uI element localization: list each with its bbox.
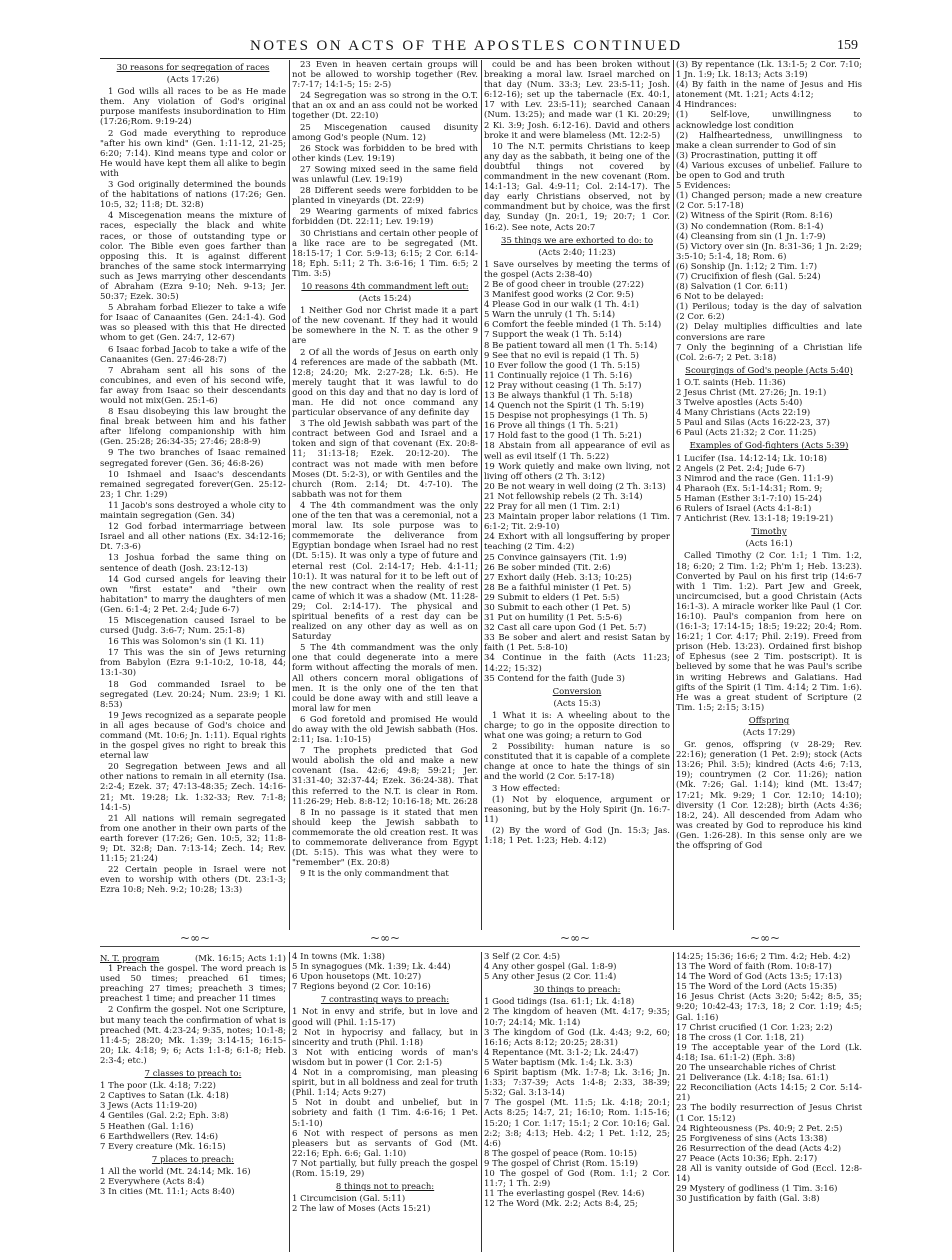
- column-divider: [289, 60, 290, 930]
- item-list: [676, 378, 862, 439]
- list-item: 15 Despise not prophesyings (1 Th. 5): [484, 411, 648, 422]
- list-item: (8) Salvation (1 Cor. 6:11): [676, 282, 788, 293]
- list-item: 13 Be always thankful (1 Th. 5:18): [484, 391, 633, 401]
- list-item: 11 The everlasting gospel (Rev. 14:6): [484, 1189, 645, 1200]
- list-item: (7) Crucifixion of flesh (Gal. 5:24): [676, 271, 821, 282]
- paragraph-list: [292, 60, 478, 279]
- flourish-icon: ~∞~: [749, 931, 781, 945]
- paragraph: 25 Miscegenation caused disunity among God's people (Num. 12): [292, 122, 478, 143]
- list-item: 22 Pray for all men (1 Tim. 2:1): [484, 502, 620, 513]
- paragraph: (2) By the word of God (Jn. 15:3; Jas. 1:18; 1 Pet. 1:23; Heb. 4:12): [484, 825, 670, 847]
- section-reference: (Acts 2:40; 11:23): [538, 247, 616, 258]
- timothy-paragraph: Called Timothy (2 Cor. 1:1; 1 Tim. 1:2, 18; 6:20; 2 Tim. 1:2; Ph'm 1; Heb. 13:23). Converted by Paul on his first trip (14:6-7 with 1 Tim. 1:2). Part Jew and Greek, uncircumcised, but a good Christain (Acts 16:1-3). A miracle worker like Paul (1 Cor. 16:10). Paul's companion from here on (16:1-3; 17:14-15; 18:5; 19:22; 20:4; Rom. 16:21; 1 Cor. 4:17; Phil. 2:19). Freed from prison (Heb. 13:23). Ordained first bishop of Ephesus (see 2 Tim. postscript). It is believed by some that he was Paul's scribe in writing Hebrews and Galatians. Had gifts of the Spirit (1 Tim. 4:14; 2 Tim. 1:6). He was a great student of Scripture (2 Tim. 1:5; 2:15; 3:15): [676, 551, 862, 713]
- list-item: 7 Regions beyond (2 Cor. 10:16): [292, 982, 431, 993]
- item-list: [676, 952, 862, 1204]
- list-item: (2) Witness of the Spirit (Rom. 8:16): [676, 211, 833, 222]
- paragraph: 8 Esau disobeying this law brought the final break between him and his father after lifelong companionship with him (Gen. 25:28; 26:34-35; 27:46; 28:8-9): [100, 407, 286, 448]
- paragraph: 10 The N.T. permits Christians to keep any day as the sabbath, it being one of the doubtful things not covered by commandment in the new covenant (Rom. 14:1-13; Gal. 4:9-11; Col. 2:14-17). The day early Christians observed, not by commandment but by choice, was the first day, Sunday (Jn. 20:1, 19; 20:7; 1 Cor. 16:2). See note, Acts 20:7: [484, 141, 670, 233]
- top-column-2: [292, 60, 478, 930]
- list-item: 18 Abstain from all appearance of evil as well as evil itself (1 Th. 5:22): [484, 441, 670, 462]
- list-item: 5 Haman (Esther 3:1-7:10) 15-24): [676, 493, 822, 504]
- list-item: 1 Not in envy and strife, but in love and good will (Phil. 1:15-17): [292, 1007, 478, 1028]
- list-item: 29 Mystery of godliness (1 Tim. 3:16): [676, 1184, 838, 1195]
- list-item: 7 Antichrist (Rev. 13:1-18; 19:19-21): [676, 514, 834, 525]
- column-divider: [289, 952, 290, 1252]
- paragraph: 20 Segregation between Jews and all other nations to remain in all eternity (Isa. 2:2-4; Ezek. 37; 47:13-48:35; Zech. 14:16-21; Mt. 19:28; Lk. 1:32-33; Rev. 7:1-8; 14:1-5): [100, 762, 286, 813]
- offspring-paragraph: Gr. genos, offspring (v 28-29; Rev. 22:16); generation (1 Pet. 2:9); stock (Acts 13:26; Phil. 3:5); kindred (Acts 4:6; 7:13, 19); countrymen (2 Cor. 11:26); nation (Mk. 7:26; Gal. 1:14); kind (Mt. 13:47; 17:21; Mk. 9:29; 1 Cor. 12:10; 14:10); diversity (1 Cor. 12:28); birth (Acts 4:36; 18:2, 24). All descended from Adam who was created by God to reproduce his kind (Gen. 1:26-28). In this sense only are we the offspring of God: [676, 740, 862, 852]
- list-item: 3 Jews (Acts 11:19-20): [100, 1101, 198, 1112]
- paragraph: 2 Confirm the gospel. Not one Scripture, but many teach the confirmation of what is preached (Mt. 4:23-24; 9:35, notes; 10:1-8; 11:4-5; 28:20; Mk. 1:39; 3:14-15; 16:15-20; Lk. 4:18; 9; 6; Acts 1:1-8; 6:1-8; Heb. 2:3-4; etc.): [100, 1005, 286, 1066]
- section-heading: Offspring: [748, 715, 790, 726]
- list-item: (5) Victory over sin (Jn. 8:31-36; 1 Jn. 2:29; 3:5-10; 5:1-4, 18; Rom. 6): [676, 241, 862, 262]
- paragraph: 3 The old Jewish sabbath was part of the contract between God and Israel and a token and sign of that covenant (Ex. 20:8-11; 31:13-18; Ezek. 20:12-20). The contract was not made with men before Moses (Dt. 5:2-3), or with Gentiles and the church (Rom. 2:14; Dt. 4:7-10). The sabbath was not for them: [292, 419, 478, 500]
- list-item: 25 Forgiveness of sins (Acts 13:38): [676, 1133, 828, 1144]
- section-heading: Examples of God-fighters (Acts 5:39): [689, 441, 849, 452]
- list-item: 8 The gospel of peace (Rom. 10:15): [484, 1148, 637, 1159]
- section-reference: (Acts 17:26): [166, 75, 220, 86]
- paragraph: 30 Christians and certain other people of a like race are to be segregated (Mt. 18:15-17; 1 Cor. 5:9-13; 6:15; 2 Cor. 6:14-18; Eph. 5:11; 2 Th. 3:6-16; 1 Tim. 6:5; 2 Tim. 3:5): [292, 228, 478, 279]
- list-item: (1) Changed person; made a new creature (2 Cor. 5:17-18): [676, 191, 862, 212]
- list-item: 9 The gospel of Christ (Rom. 15:19): [484, 1158, 639, 1169]
- paragraph: 6 God foretold and promised He would do away with the old Jewish sabbath (Hos. 2:11; Isa. 1:10-15): [292, 714, 478, 746]
- list-item: (4) Cleansing from sin (1 Jn. 1:7-9): [676, 231, 826, 242]
- list-item: (4) By faith in the name of Jesus and His atonement (Mt. 1:21; Acts 4:12;: [676, 80, 862, 101]
- paragraph-list: [484, 711, 670, 846]
- list-item: 15 The Word of the Lord (Acts 15:35): [676, 982, 837, 993]
- bottom-column-1: [100, 952, 286, 1252]
- list-item: 29 Submit to elders (1 Pet. 5:5): [484, 592, 620, 603]
- list-item: 11 Continually rejoice (1 Th. 5:16): [484, 370, 633, 381]
- column-divider: [673, 952, 674, 1252]
- list-item: 30 Submit to each other (1 Pet. 5): [484, 602, 631, 613]
- list-item: 1 All the world (Mt. 24:14; Mk. 16): [100, 1166, 251, 1177]
- list-item: 5 Evidences:: [676, 181, 731, 192]
- paragraph: 2 Possibility: human nature is so constituted that it is capable of a complete change at once to hate the things of sin and the world (2 Cor. 5:17-18): [484, 742, 670, 783]
- section-heading: 8 things not to preach:: [335, 1182, 435, 1193]
- list-item: 5 Warn the unruly (1 Th. 5:14): [484, 310, 616, 321]
- section-reference: (Acts 16:1): [745, 539, 793, 550]
- item-list: [292, 1194, 478, 1214]
- list-item: (4) Various excuses of unbelief. Failure to be open to God and truth: [676, 160, 862, 182]
- paragraph: 26 Stock was forbidden to be bred with other kinds (Lev. 19:19): [292, 143, 478, 164]
- list-item: 7 The gospel (Mt. 11:5; Lk. 4:18; 20:1; Acts 8:25; 14:7, 21; 16:10; Rom. 1:15-16; 15:20; 1 Cor. 1:17; 15:1; 2 Cor. 10:16; Gal. 2:2; 3:8; 4:13; Heb. 4:2; 1 Pet. 1:12, 25; 4:6): [484, 1098, 670, 1149]
- list-item: (3) By repentance (Lk. 13:1-5; 2 Cor. 7:10; 1 Jn. 1:9; Lk. 18:13; Acts 3:19): [676, 60, 862, 81]
- list-item: 1 Good tidings (Isa. 61:1; Lk. 4:18): [484, 997, 635, 1008]
- section-reference: (Acts 15:3): [553, 698, 601, 709]
- paragraph: 14 God cursed angels for leaving their own "first estate" and "their own habitation" to marry the daughters of men (Gen. 6:1-4; 2 Pet. 2:4; Jude 6-7): [100, 574, 286, 615]
- list-item: 21 Deliverance (Lk. 4:18; Isa. 61:1): [676, 1073, 829, 1084]
- list-item: 2 Captives to Satan (Lk. 4:18): [100, 1091, 229, 1102]
- section-heading: 7 classes to preach to:: [144, 1069, 242, 1080]
- section-heading: 30 reasons for segregation of races: [116, 63, 270, 73]
- paragraph: 22 Certain people in Israel were not even to worship with others (Dt. 23:1-3; Ezra 10:8; Neh. 9:2; 10:28; 13:3): [100, 865, 286, 896]
- item-list: [484, 952, 670, 982]
- list-item: 6 Upon housetops (Mt. 10:27): [292, 972, 422, 983]
- paragraph: 27 Sowing mixed seed in the same field was unlawful (Lev. 19:19): [292, 164, 478, 186]
- page-number: 159: [837, 38, 858, 53]
- paragraph: 7 The prophets predicted that God would abolish the old and make a new covenant (Isa. 42:6; 49:8; 59:21; Jer. 31:31-40; 32:37-44; Ezek. 36:24-38). That this referred to the N.T. is clear in Rom. 11:26-29; Heb. 8:8-12; 10:16-18; Mt. 26:28: [292, 746, 478, 807]
- bottom-column-3: [484, 952, 670, 1252]
- item-list: [484, 997, 670, 1209]
- list-item: 26 Be sober minded (Tit. 2:6): [484, 562, 611, 573]
- list-item: 7 Only the beginning of a Christian life (Col. 2:6-7; 2 Pet. 3:18): [676, 342, 862, 363]
- list-item: 7 Support the weak (1 Th. 5:14): [484, 330, 622, 341]
- list-item: 24 Righteousness (Ps. 40:9; 2 Pet. 2:5): [676, 1123, 843, 1134]
- section-reference: (Acts 17:29): [742, 728, 796, 738]
- list-item: 3 Nimrod and the race (Gen. 11:1-9): [676, 473, 834, 484]
- list-item: (6) Sonship (Jn. 1:12; 2 Tim. 1:7): [676, 261, 818, 272]
- list-item: 7 Every creature (Mk. 16:15): [100, 1141, 226, 1152]
- column-divider: [481, 952, 482, 1252]
- list-item: 35 Contend for the faith (Jude 3): [484, 673, 625, 684]
- list-item: 28 All is vanity outside of God (Eccl. 12:8-14): [676, 1163, 862, 1185]
- paragraph: 9 It is the only commandment that: [300, 869, 449, 880]
- list-item: 5 In synagogues (Mk. 1:39; Lk. 4:44): [292, 962, 451, 973]
- section-heading: 7 contrasting ways to preach:: [320, 995, 450, 1006]
- paragraph: 1 God wills all races to be as He made them. Any violation of God's original purpose manifests insubordination to Him (17:26;Rom. 9:19-24): [100, 87, 286, 128]
- list-item: 20 Be not weary in well doing (2 Th. 3:13): [484, 481, 666, 492]
- paragraph: 3 How effected:: [492, 783, 561, 794]
- list-item: 2 Jesus Christ (Mt. 27:26; Jn. 19:1): [676, 388, 827, 398]
- list-item: 6 Paul (Acts 21:32; 2 Cor. 11:25): [676, 428, 817, 439]
- paragraph-list: [100, 87, 286, 895]
- paragraph: 29 Wearing garments of mixed fabrics forbidden (Dt. 22:11; Lev. 19:19): [292, 207, 478, 228]
- paragraph: 13 Joshua forbad the same thing on sentence of death (Josh. 23:12-13): [100, 553, 286, 574]
- list-item: 1 Save ourselves by meeting the terms of the gospel (Acts 2:38-40): [484, 259, 670, 280]
- list-item: 6 Earthdwellers (Rev. 14:6): [100, 1131, 219, 1142]
- list-item: 26 Resurrection of the dead (Acts 4:2): [676, 1143, 842, 1154]
- paragraph: (1) Not by eloquence, argument or reasoning, but by the Holy Spirit (Jn. 16:7-11): [484, 794, 670, 825]
- top-column-1: [100, 60, 286, 930]
- list-item: 5 Not in doubt and unbelief, but in sobriety and faith (1 Tim. 4:6-16; 1 Pet. 5:1-10): [292, 1098, 478, 1129]
- list-item: 6 Rulers of Israel (Acts 4:1-8:1): [676, 504, 812, 515]
- list-item: 2 Not in hypocrisy and fallacy, but in sincerity and truth (Phil. 1:18): [292, 1027, 478, 1048]
- list-item: 30 Justification by faith (Gal. 3:8): [676, 1194, 820, 1205]
- section-heading: 30 things to preach:: [533, 985, 621, 996]
- list-item: 28 Be a faithful minister (1 Pet. 5): [484, 582, 632, 593]
- list-item: 9 See that no evil is repaid (1 Th. 5): [484, 350, 639, 361]
- list-item: 27 Peace (Acts 10:36; Eph. 2:17): [676, 1153, 818, 1164]
- top-column-4: [676, 60, 862, 930]
- ornament-divider: [100, 930, 860, 947]
- list-item: 3 In cities (Mt. 11:1; Acts 8:40): [100, 1187, 235, 1198]
- list-item: 3 Twelve apostles (Acts 5:40): [676, 398, 803, 409]
- paragraph: 15 Miscegenation caused Israel to be cursed (Judg. 3:6-7; Num. 25:1-8): [100, 615, 286, 637]
- paragraph: 4 The 4th commandment was the only one of the ten that was a ceremonial, not a moral law. Its sole purpose was to commemorate the deliverance from Egyptian bondage when Israel had no rest (Dt. 5:15). It was only a type of future and eternal rest (Col. 2:14-17; Heb. 4:1-11; 10:1). It was natural for it to be left out of the new contract when the reality of rest came of which it was a shadow (Mt. 11:28-29; Col. 2:14-17). The physical and spiritual benefits of a rest day can be realized on any other day as well as on Saturday: [292, 500, 478, 643]
- list-item: 27 Exhort daily (Heb. 3:13; 10:25): [484, 572, 632, 583]
- paragraph-list: [292, 306, 478, 879]
- paragraph: 10 Ishmael and Isaac's descendants remained segregated forever(Gen. 25:12-23; 1 Chr. 1:29): [100, 469, 286, 500]
- list-item: 31 Put on humility (1 Pet. 5:5-6): [484, 613, 623, 624]
- list-item: 10 The gospel of God (Rom. 1:1; 2 Cor. 11:7; 1 Th. 2:9): [484, 1168, 670, 1190]
- list-item: 6 Not with respect of persons as men pleasers but as servants of God (Mt. 22:16; Eph. 6:6; Gal. 1:10): [292, 1128, 478, 1159]
- list-item: 4 Not in a compromising, man pleasing spirit, but in all boldness and zeal for truth (Phil. 1:14; Acts 9:27): [292, 1068, 478, 1099]
- list-item: 7 Not partially, but fully preach the gospel (Rom. 15:19, 29): [292, 1158, 478, 1179]
- list-item: 3 Not with enticing words of man's wisdom but in power (1 Cor. 2:1-5): [292, 1047, 478, 1068]
- list-item: 12 Pray without ceasing (1 Th. 5:17): [484, 380, 642, 391]
- item-list: [292, 952, 478, 992]
- list-item: 4 Many Christians (Acts 22:19): [676, 408, 811, 419]
- item-list: [676, 454, 862, 525]
- list-item: 4 In towns (Mk. 1:38): [292, 952, 385, 962]
- section-reference: (Mk. 16:15; Acts 1:1): [194, 954, 286, 964]
- flourish-icon: ~∞~: [179, 931, 211, 945]
- section-heading: 10 reasons 4th commandment left out:: [301, 281, 469, 292]
- list-item: 1 O.T. saints (Heb. 11:36): [676, 377, 786, 388]
- paragraph-list: [484, 60, 670, 233]
- list-item: 2 The law of Moses (Acts 15:21): [292, 1204, 431, 1215]
- list-item: 23 Maintain proper labor relations (1 Tim. 6:1-2; Tit. 2:9-10): [484, 512, 670, 533]
- list-item: 12 The Word (Mk. 2:2; Acts 8:4, 25;: [484, 1199, 638, 1210]
- paragraph: 5 The 4th commandment was the only one that could degenerate into a mere form without affecting the morals of men. All others concern moral obligations of men. It is the only one of the ten that could be done away with and still leave a moral law for men: [292, 643, 478, 714]
- section-heading: Scourgings of God's people (Acts 5:40): [685, 365, 853, 376]
- list-item: 17 Hold fast to the good (1 Th. 5:21): [484, 431, 642, 442]
- list-item: 19 Work quietly and make own living, not living off others (2 Th. 3:12): [484, 461, 670, 482]
- paragraph: 5 Abraham forbad Eliezer to take a wife for Isaac of Canaanites (Gen. 24:1-4). God was so pleased with this that He directed whom to get (Gen. 24:7, 12-67): [100, 303, 286, 344]
- paragraph: 8 In no passage is it stated that men should keep the Jewish sabbath to commemorate the old creation rest. It was to commemorate deliverance from Egypt (Dt. 5:15). This was what they were to "remember" (Ex. 20:8): [292, 807, 478, 869]
- list-item: 23 The bodily resurrection of Jesus Christ (1 Cor. 15:12): [676, 1103, 862, 1124]
- paragraph: 17 This was the sin of Jews returning from Babylon (Ezra 9:1-10:2, 10-18, 44; 13:1-30): [100, 648, 286, 679]
- list-item: 14 The Word of God (Acts 13:5; 17:13): [676, 972, 843, 983]
- section-heading: 35 things we are exhorted to do: to: [501, 235, 653, 246]
- list-item: 10 Ever follow the good (1 Th. 5:15): [484, 360, 640, 371]
- list-item: 2 Be of good cheer in trouble (27:22): [484, 279, 644, 290]
- paragraph: 1 Preach the gospel. The word preach is used 50 times; preached 61 times; preaching 27 times; preacheth 3 times; preachest 1 time; and preacher 11 times: [100, 964, 286, 1005]
- paragraph: 11 Jacob's sons destroyed a whole city to maintain segregation (Gen. 34): [100, 500, 286, 522]
- item-list: [100, 1081, 286, 1152]
- list-item: (1) Self-love, unwillingness to acknowledge lost condition: [676, 110, 862, 131]
- list-item: 2 The kingdom of heaven (Mt. 4:17; 9:35; 10:7; 24:14; Mk. 1:14): [484, 1007, 670, 1028]
- list-item: 4 Pharaoh (Ex. 5:1-14:31; Rom. 9;: [676, 483, 823, 494]
- section-heading-row: [100, 954, 286, 964]
- paragraph: 24 Segregation was so strong in the O.T. that an ox and an ass could not be worked together (Dt. 22:10): [292, 91, 478, 122]
- flourish-icon: ~∞~: [559, 931, 591, 945]
- paragraph: 21 All nations will remain segregated from one another in their own parts of the earth forever (17:26; Gen. 10:5, 32; 11:8-9; Dt. 32:8; Dan. 7:13-14; Zech. 14; Rev. 11:15; 21:24): [100, 813, 286, 865]
- column-divider: [673, 60, 674, 930]
- bottom-column-4: [676, 952, 862, 1252]
- list-item: 24 Exhort with all longsuffering by proper teaching (2 Tim. 4:2): [484, 532, 670, 553]
- page-header: [100, 38, 860, 59]
- paragraph: 7 Abraham sent all his sons of the concubines, and even of his second wife, far away from Isaac so their descendants would not mix(Gen. 25:1-6): [100, 365, 286, 406]
- list-item: (2) Halfheartedness, unwillingness to make a clean surrender to God of sin: [676, 130, 862, 151]
- paragraph: 2 Of all the words of Jesus on earth only 4 references are made of the sabbath (Mt. 12:8; 24:20; Mk. 2:27-28; Lk. 6:5). He merely taught that it was lawful to do good on this day and that no day is lord of man. He did not once command any particular observance of any definite day: [292, 347, 478, 419]
- flourish-icon: ~∞~: [369, 931, 401, 945]
- paragraph: 12 God forbad intermarriage between Israel and all other nations (Ex. 34:12-16; Dt. 7:3-6): [100, 522, 286, 553]
- list-item: 2 Everywhere (Acts 8:4): [100, 1176, 205, 1187]
- list-item: 21 Not fellowship rebels (2 Th. 3:14): [484, 491, 643, 502]
- list-item: 1 The poor (Lk. 4:18; 7:22): [100, 1081, 216, 1092]
- bottom-column-2: [292, 952, 478, 1252]
- running-title: NOTES ON ACTS OF THE APOSTLES CONTINUED: [250, 38, 683, 54]
- list-item: 6 Spirit baptism (Mk. 1:7-8; Lk. 3:16; Jn. 1:33; 7:37-39; Acts 1:4-8; 2:33, 38-39; 5:32; Gal. 3:13-14): [484, 1068, 670, 1099]
- paragraph: 28 Different seeds were forbidden to be planted in vineyards (Dt. 22:9): [292, 186, 478, 207]
- section-heading: Conversion: [552, 686, 602, 697]
- section-heading: N. T. program: [100, 954, 160, 964]
- list-item: 4 Hindrances:: [676, 100, 737, 111]
- list-item: 13 The Word of faith (Rom. 10:8-17): [676, 962, 832, 973]
- list-item: 16 Prove all things (1 Th. 5:21): [484, 421, 619, 432]
- list-item: 32 Cast all care upon God (1 Pet. 5:7): [484, 623, 647, 634]
- paragraph: 9 The two branches of Isaac remained segregated forever (Gen. 36; 46:8-26): [100, 448, 286, 469]
- list-item: 5 Any other Jesus (2 Cor. 11:4): [484, 972, 617, 983]
- item-list: [292, 1007, 478, 1179]
- paragraph: could be and has been broken without breaking a moral law. Israel marched on that day (Num. 33:3; Lev. 23:5-11; Josh. 6:12-16); set up the tabernacle (Ex. 40:1, 17 with Lev. 23:5-11); searched Canaan (Num. 13:25); and made war (1 Ki. 20:29; 2 Ki. 3:9; Josh. 6:12-16). David and others broke it and were blameless (Mt. 12:2-5): [484, 60, 670, 141]
- list-item: (3) Procrastination, putting it off: [676, 150, 817, 161]
- list-item: 14:25; 15:36; 16:6; 2 Tim. 4:2; Heb. 4:2): [676, 952, 851, 962]
- paragraph: 1 Neither God nor Christ made it a part of the new covenant. If they had it would be somewhere in the N. T. as the other 9 are: [292, 306, 478, 347]
- column-divider: [481, 60, 482, 930]
- paragraph-list: [100, 964, 286, 1066]
- list-item: 16 Jesus Christ (Acts 3:20; 5:42; 8:5, 35; 9:20; 10:42-43; 17:3, 18; 2 Cor. 1:19; 4:5; Gal. 1:16): [676, 992, 862, 1023]
- paragraph: 18 God commanded Israel to be segregated (Lev. 20:24; Num. 23:9; 1 Ki. 8:53): [100, 679, 286, 710]
- list-item: 25 Convince gainsayers (Tit. 1:9): [484, 552, 627, 563]
- list-item: 3 Manifest good works (2 Cor. 9:5): [484, 290, 634, 301]
- list-item: 6 Not to be delayed:: [676, 292, 764, 303]
- list-item: (3) No condemnation (Rom. 8:1-4): [676, 221, 824, 232]
- list-item: 6 Comfort the feeble minded (1 Th. 5:14): [484, 320, 662, 331]
- item-list: [100, 1167, 286, 1197]
- list-item: 4 Please God in our walk (1 Th. 4:1): [484, 300, 639, 311]
- paragraph: 2 God made everything to reproduce "after his own kind" (Gen. 1:11-12, 21-25; 6:20; 7:14). Kind means type and color or He would have kept them all alike to begin with: [100, 128, 286, 179]
- paragraph: 16 This was Solomon's sin (1 Ki. 11): [108, 637, 264, 648]
- paragraph: 4 Miscegenation means the mixture of races, especially the black and white races, or those of outstanding type or color. The Bible even goes farther than opposing this. It is against different branches of the same stock intermarrying such as Jews marrying other descendants of Abraham (Ezra 9-10; Neh. 9-13; Jer. 50:37; Ezek. 30:5): [100, 211, 286, 303]
- list-item: 33 Be sober and alert and resist Satan by faith (1 Pet. 5:8-10): [484, 633, 670, 654]
- list-item: 34 Continue in the faith (Acts 11:23; 14:22; 15:32): [484, 653, 670, 674]
- list-item: 2 Angels (2 Pet. 2:4; Jude 6-7): [676, 463, 805, 474]
- list-item: 5 Heathen (Gal. 1:16): [100, 1121, 194, 1132]
- list-item: 17 Christ crucified (1 Cor. 1:23; 2:2): [676, 1022, 833, 1033]
- list-item: 8 Be patient toward all men (1 Th. 5:14): [484, 340, 658, 351]
- item-list: [484, 260, 670, 684]
- item-list: [676, 60, 862, 363]
- list-item: 18 The cross (1 Cor. 1:18, 21): [676, 1032, 804, 1043]
- list-item: 3 Self (2 Cor. 4:5): [484, 952, 561, 962]
- list-item: (2) Delay multiplies difficulties and late conversions are rare: [676, 322, 862, 343]
- paragraph: 23 Even in heaven certain groups will not be allowed to worship together (Rev. 7:7-17; 14:1-5; 15: 2-5): [292, 60, 478, 91]
- list-item: 22 Reconciliation (Acts 14:15; 2 Cor. 5:14-21): [676, 1083, 862, 1104]
- list-item: 1 Lucifer (Isa. 14:12-14; Lk. 10:18): [676, 453, 827, 464]
- section-heading: Timothy: [751, 527, 787, 538]
- list-item: 14 Quench not the Spirit (1 Th. 5:19): [484, 401, 644, 412]
- list-item: 4 Repentance (Mt. 3:1-2; Lk. 24:47): [484, 1047, 639, 1058]
- bottom-section: [100, 952, 860, 1252]
- list-item: 4 Any other gospel (Gal. 1:8-9): [484, 962, 617, 973]
- list-item: 1 Circumcision (Gal. 5:11): [292, 1194, 406, 1205]
- list-item: 5 Water baptism (Mk. 1:4; Lk. 3:3): [484, 1057, 633, 1068]
- section-reference: (Acts 15:24): [358, 294, 412, 305]
- list-item: 5 Paul and Silas (Acts 16:22-23, 37): [676, 418, 830, 429]
- list-item: 4 Gentiles (Gal. 2:2; Eph. 3:8): [100, 1111, 229, 1122]
- top-column-3: [484, 60, 670, 930]
- paragraph: 6 Isaac forbad Jacob to take a wife of the Canaanites (Gen. 27:46-28:7): [100, 344, 286, 365]
- top-section: [100, 60, 860, 930]
- paragraph: 19 Jews recognized as a separate people in all ages because of God's choice and command (Mt. 10:6; Jn. 1:11). Equal rights in the gospel gives no right to break this eternal law: [100, 710, 286, 762]
- list-item: 20 The unsearchable riches of Christ: [676, 1063, 836, 1074]
- section-heading: 7 places to preach:: [151, 1154, 235, 1165]
- list-item: (1) Perilous; today is the day of salvation (2 Cor. 6:2): [676, 302, 862, 323]
- paragraph: 3 God originally determined the bounds of the habitations of nations (17:26; Gen. 10:5, 32; 11:8; Dt. 32:8): [100, 180, 286, 211]
- list-item: 3 The kingdom of God (Lk. 4:43; 9:2, 60; 16:16; Acts 8:12; 20:25; 28:31): [484, 1027, 670, 1048]
- list-item: 19 The acceptable year of the Lord (Lk. 4:18; Isa. 61:1-2) (Eph. 3:8): [676, 1042, 862, 1063]
- paragraph: 1 What it is: A wheeling about to the charge; to go in the opposite direction to what one was going; a return to God: [484, 710, 670, 742]
